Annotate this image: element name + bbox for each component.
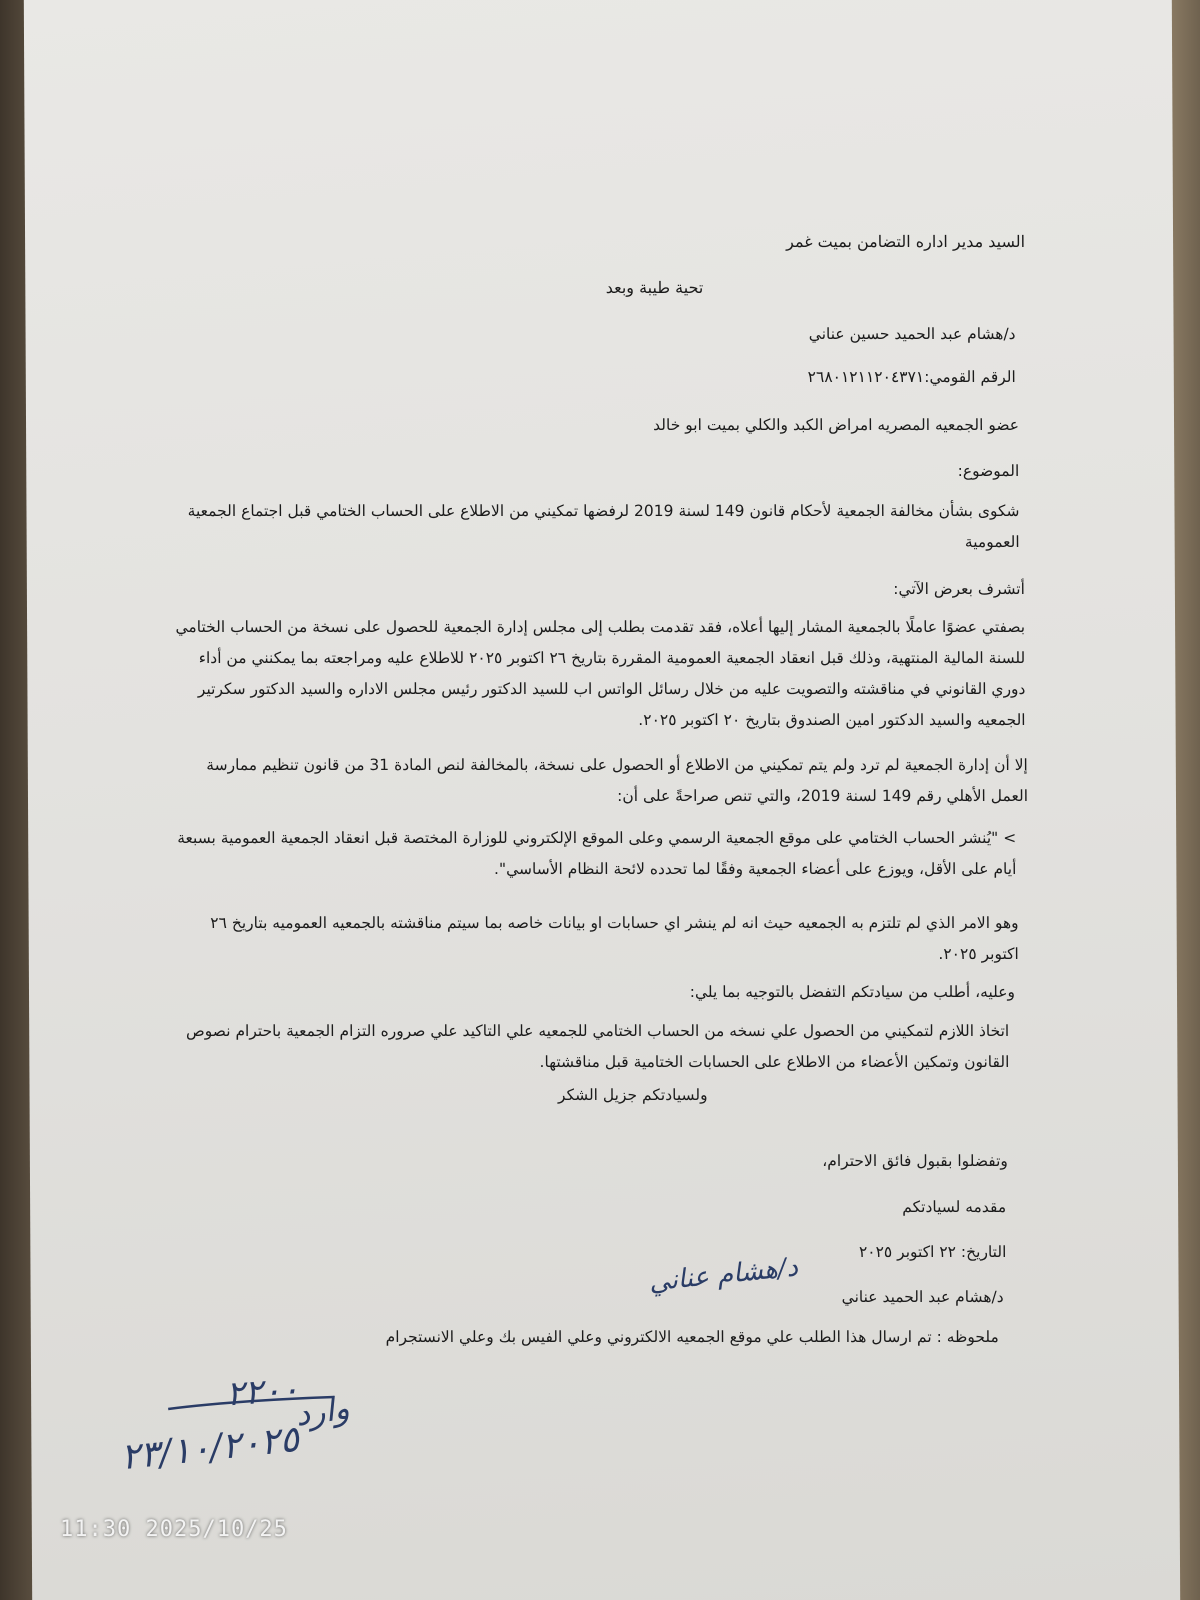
law-quote: > "يُنشر الحساب الختامي على موقع الجمعية الرسمي وعلى الموقع الإلكتروني للوزارة المختصة قبل انعقاد الجمعية العمومية بسبعة أيام على الأقل، ويوزع على أعضاء الجمعية وفقًا لما تحدده لائحة النظام الأساسي". — [177, 829, 1017, 878]
intro: أتشرف بعرض الآتي: — [893, 580, 1025, 598]
handwritten-incoming-date: ٢٣/١٠/٢٠٢٥ — [118, 1418, 302, 1479]
handwritten-incoming-number: ٢٢٠٠ — [224, 1369, 301, 1415]
letter-date: التاريخ: ٢٢ اكتوبر ٢٠٢٥ — [858, 1243, 1007, 1261]
sender-name: د/هشام عبد الحميد حسين عناني — [808, 325, 1016, 343]
national-id: الرقم القومي:٢٦٨٠١٢١١٢٠٤٣٧١ — [807, 368, 1016, 386]
signature-name: د/هشام عبد الحميد عناني — [841, 1288, 1004, 1306]
presented-by: مقدمه لسيادتكم — [902, 1198, 1007, 1216]
handwritten-underline — [166, 1395, 336, 1415]
subject-label: الموضوع: — [957, 462, 1020, 480]
thanks: ولسيادتكم جزيل الشكر — [557, 1086, 708, 1104]
paragraph-1: بصفتي عضوًا عاملًا بالجمعية المشار إليها أعلاه، فقد تقدمت بطلب إلى مجلس إدارة الجمعية للحصول على نسخة من الحساب الختامي للسنة المالية المنتهية، وذلك قبل انعقاد الجمعية العمومية المقررة بتاريخ ٢٦ اكتوبر ٢٠٢٥ للاطلاع عليه ومراجعته بما يمكنني من أداء دوري القانوني في مناقشته والتصويت عليه من خلال رسائل الواتس اب للسيد الدكتور رئيس مجلس الاداره والسيد الدكتور سكرتير الجمعيه والسيد الدكتور امين الصندوق بتاريخ ٢٠ اكتوبر ٢٠٢٥. — [175, 618, 1026, 729]
footnote: ملحوظه : تم ارسال هذا الطلب علي موقع الجمعيه الالكتروني وعلي الفيس بك وعلي الانستجرام — [385, 1328, 999, 1346]
paragraph-3: وهو الامر الذي لم تلتزم به الجمعيه حيث انه لم ينشر اي حسابات او بيانات خاصه بما سيتم مناقشته بالجمعيه العموميه بتاريخ ٢٦ اكتوبر ٢٠٢٥. — [210, 914, 1019, 963]
handwritten-signature: د/هشام عناني — [647, 1252, 800, 1298]
handwritten-incoming-label: وارد — [292, 1388, 352, 1434]
photo-timestamp: 11:30 2025/10/25 — [60, 1517, 288, 1542]
letter-paper — [24, 0, 1180, 1600]
greeting: تحية طيبة وبعد — [605, 278, 704, 297]
paragraph-2: إلا أن إدارة الجمعية لم ترد ولم يتم تمكيني من الاطلاع أو الحصول على نسخة، بالمخالفة لنص المادة 31 من قانون تنظيم ممارسة العمل الأهلي رقم 149 لسنة 2019، والتي تنص صراحةً على أن: — [206, 756, 1029, 805]
request-text: اتخاذ اللازم لتمكيني من الحصول علي نسخه من الحساب الختامي للجمعيه علي التاكيد علي صروره التزام الجمعية باحترام نصوص القانون وتمكين الأعضاء من الاطلاع على الحسابات الختامية قبل مناقشتها. — [185, 1022, 1010, 1071]
membership: عضو الجمعيه المصريه امراض الكبد والكلي بميت ابو خالد — [653, 416, 1020, 434]
addressee: السيد مدير اداره التضامن بميت غمر — [786, 232, 1026, 251]
closing: وتفضلوا بقبول فائق الاحترام، — [822, 1152, 1008, 1170]
subject-text: شكوى بشأن مخالفة الجمعية لأحكام قانون 149 لسنة 2019 لرفضها تمكيني من الاطلاع على الحساب الختامي قبل اجتماع الجمعية العمومية — [187, 502, 1020, 551]
request-intro: وعليه، أطلب من سيادتكم التفضل بالتوجيه بما يلي: — [689, 983, 1016, 1001]
